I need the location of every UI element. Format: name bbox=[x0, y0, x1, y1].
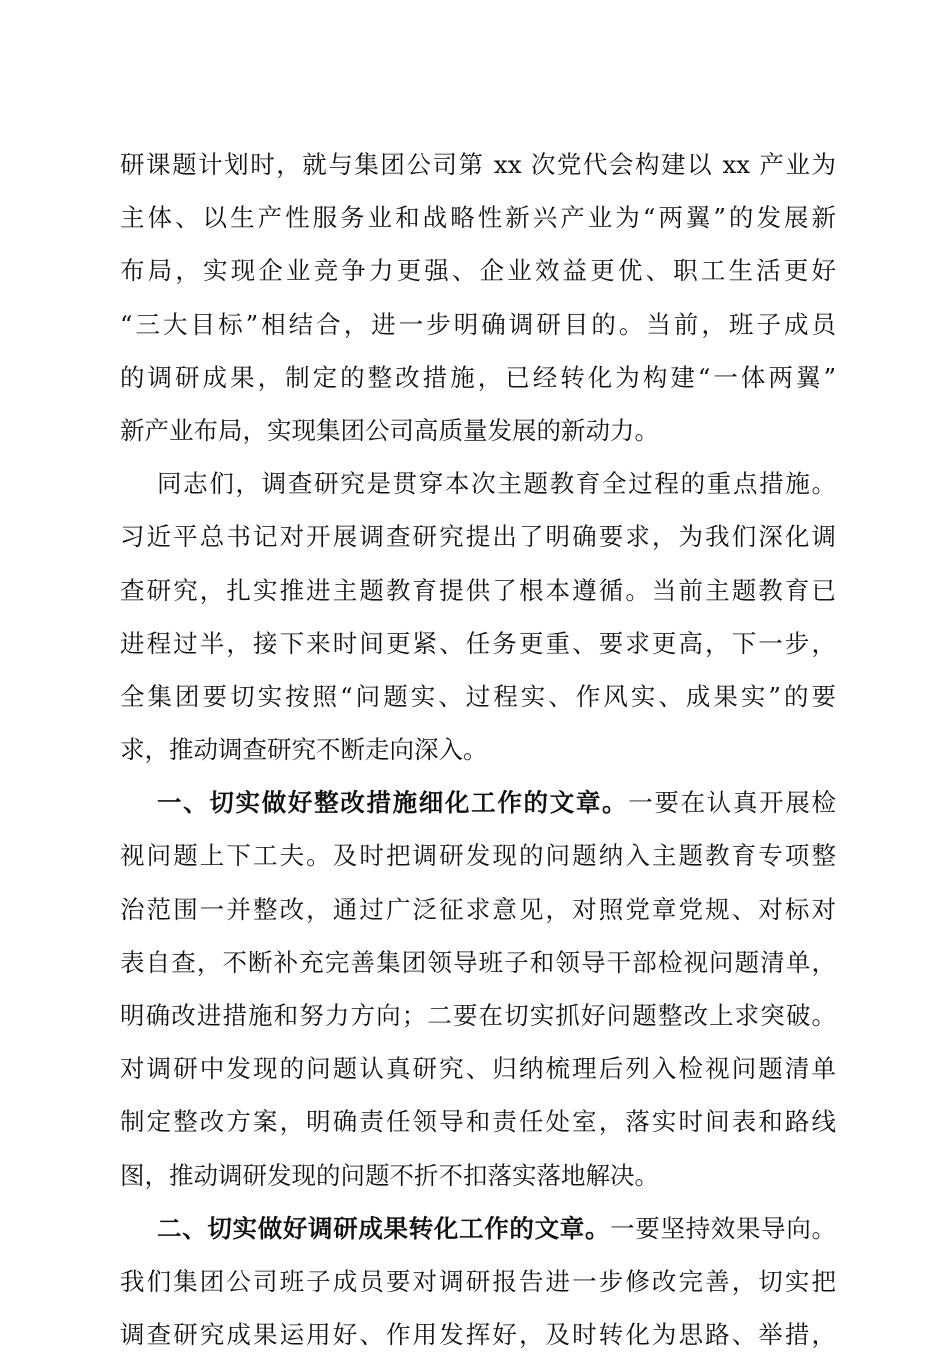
text-line bbox=[120, 776, 836, 829]
section-heading-1: 一、切实做好整改措施细化工作的文章。 bbox=[157, 788, 629, 818]
heading-line-rest: 一要在认真开展检 bbox=[628, 788, 836, 818]
text-line: 图，推动调研发现的问题不折不扣落实落地解决。 bbox=[120, 1160, 659, 1190]
text-line: 治范围一并整改，通过广泛征求意见，对照党章党规、对标对 bbox=[120, 894, 836, 924]
text-line: 同志们，调查研究是贯穿本次主题教育全过程的重点措施。 bbox=[157, 469, 836, 499]
paragraph-3 bbox=[120, 776, 836, 1202]
heading-line-rest: 一要坚持效果导向。 bbox=[610, 1213, 836, 1243]
paragraph-2 bbox=[120, 457, 836, 776]
document-body bbox=[120, 138, 836, 1361]
text-line: 布局，实现企业竞争力更强、企业效益更优、职工生活更好 bbox=[120, 256, 836, 286]
text-line bbox=[120, 1202, 836, 1255]
text-line: 制定整改方案，明确责任领导和责任处室，落实时间表和路线 bbox=[120, 1107, 836, 1137]
text-line: 进程过半，接下来时间更紧、任务更重、要求更高，下一步， bbox=[120, 628, 836, 658]
text-line: 表自查，不断补充完善集团领导班子和领导干部检视问题清单， bbox=[120, 947, 836, 977]
text-line: 全集团要切实按照“问题实、过程实、作风实、成果实”的要 bbox=[120, 681, 836, 711]
text-line: 的调研成果，制定的整改措施，已经转化为构建“一体两翼” bbox=[120, 362, 836, 392]
text-line: 视问题上下工夫。及时把调研发现的问题纳入主题教育专项整 bbox=[120, 841, 836, 871]
text-line: 对调研中发现的问题认真研究、归纳梳理后列入检视问题清单 bbox=[120, 1054, 836, 1084]
paragraph-1 bbox=[120, 138, 836, 457]
text-line: 主体、以生产性服务业和战略性新兴产业为“两翼”的发展新 bbox=[120, 203, 836, 233]
text-line: 研课题计划时，就与集团公司第 xx 次党代会构建以 xx 产业为 bbox=[120, 150, 836, 179]
text-line: “三大目标”相结合，进一步明确调研目的。当前，班子成员 bbox=[120, 309, 836, 339]
text-line: 调查研究成果运用好、作用发挥好，及时转化为思路、举措， bbox=[120, 1320, 836, 1350]
text-line: 求，推动调查研究不断走向深入。 bbox=[120, 735, 488, 765]
text-line: 我们集团公司班子成员要对调研报告进一步修改完善，切实把 bbox=[120, 1266, 836, 1296]
text-line: 新产业布局，实现集团公司高质量发展的新动力。 bbox=[120, 415, 659, 445]
section-heading-2: 二、切实做好调研成果转化工作的文章。 bbox=[157, 1213, 611, 1243]
paragraph-4 bbox=[120, 1202, 836, 1361]
text-line: 明确改进措施和努力方向；二要在切实抓好问题整改上求突破。 bbox=[120, 1001, 836, 1030]
text-line: 习近平总书记对开展调查研究提出了明确要求，为我们深化调 bbox=[120, 522, 836, 552]
text-line: 查研究，扎实推进主题教育提供了根本遵循。当前主题教育已 bbox=[120, 575, 836, 605]
